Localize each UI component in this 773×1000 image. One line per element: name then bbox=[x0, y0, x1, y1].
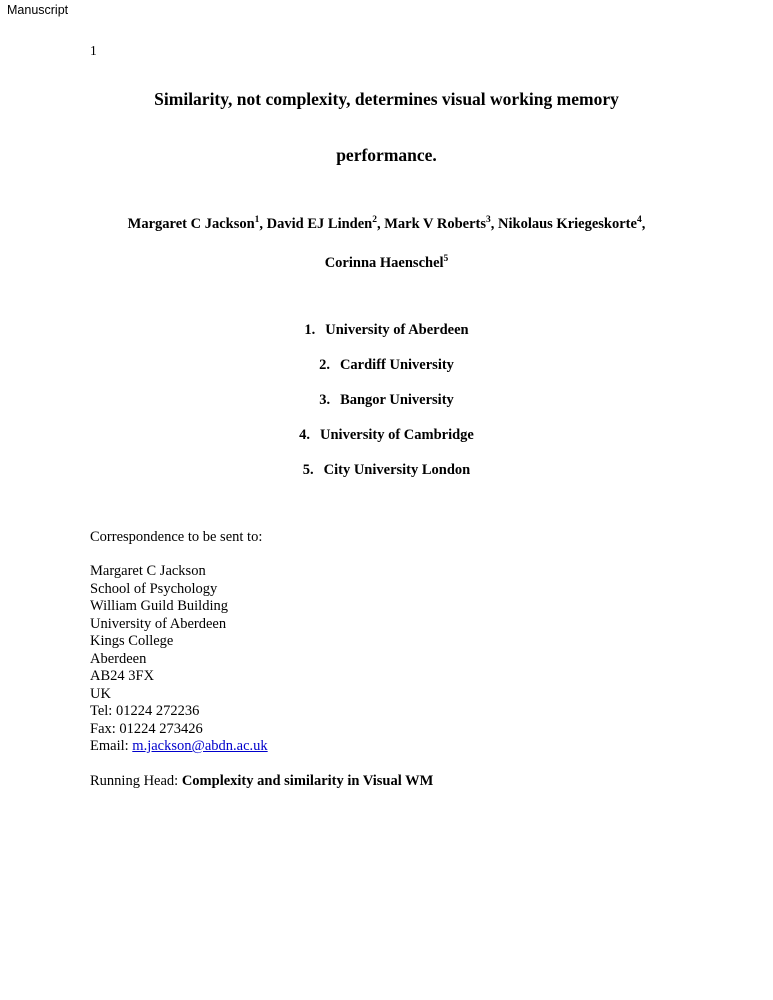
paper-title-line-1: Similarity, not complexity, determines visual working memory bbox=[154, 88, 619, 109]
running-head bbox=[90, 773, 683, 791]
address-line: AB24 3FX bbox=[90, 668, 155, 684]
affiliation-item bbox=[90, 461, 683, 479]
affiliation-number: 5. bbox=[302, 461, 314, 478]
affiliation-label: University of Cambridge bbox=[320, 426, 474, 443]
author-affiliation-superscript: 4 bbox=[636, 214, 642, 225]
affiliation-number: 4. bbox=[299, 426, 311, 443]
author-affiliation-superscript: 2 bbox=[372, 214, 377, 225]
affiliation-label: Bangor University bbox=[340, 391, 454, 408]
affiliation-label: City University London bbox=[323, 461, 471, 478]
address-line: Margaret C Jackson bbox=[90, 563, 206, 579]
author-separator: , bbox=[376, 215, 385, 232]
affiliation-number: 3. bbox=[319, 391, 331, 408]
address-line: William Guild Building bbox=[90, 598, 228, 614]
correspondence-address-block bbox=[90, 563, 683, 756]
author-affiliation-superscript: 1 bbox=[254, 214, 260, 225]
affiliation-item bbox=[90, 321, 683, 339]
author-name: Margaret C Jackson bbox=[127, 215, 255, 232]
email-line bbox=[90, 738, 683, 756]
manuscript-type-label: Manuscript bbox=[7, 3, 69, 17]
author-name: Nikolaus Kriegeskorte bbox=[498, 215, 637, 232]
affiliation-number: 1. bbox=[304, 321, 316, 338]
author-name: Corinna Haenschel bbox=[324, 254, 444, 271]
affiliation-number: 2. bbox=[319, 356, 330, 373]
address-line: School of Psychology bbox=[90, 580, 218, 597]
affiliation-label: University of Aberdeen bbox=[325, 321, 469, 338]
address-line: Kings College bbox=[90, 633, 174, 649]
affiliation-item bbox=[90, 356, 683, 374]
author-separator: , bbox=[259, 215, 267, 232]
address-line: Tel: 01224 272236 bbox=[90, 703, 200, 719]
author-separator: , bbox=[490, 215, 498, 232]
address-line: University of Aberdeen bbox=[90, 615, 227, 632]
address-line: UK bbox=[90, 685, 111, 702]
authors-line-1 bbox=[90, 215, 683, 234]
affiliation-item bbox=[90, 391, 683, 409]
authors-line-2 bbox=[90, 254, 683, 273]
paper-title-line-2: performance. bbox=[336, 144, 437, 165]
email-label: Email: bbox=[90, 738, 133, 754]
author-name: Mark V Roberts bbox=[384, 215, 486, 232]
address-line: Aberdeen bbox=[90, 650, 147, 667]
page-number: 1 bbox=[90, 43, 97, 58]
running-head-text: Complexity and similarity in Visual WM bbox=[181, 772, 434, 789]
author-affiliation-superscript: 5 bbox=[443, 253, 449, 264]
author-name: David EJ Linden bbox=[266, 215, 373, 232]
author-separator: , bbox=[641, 215, 646, 232]
email-link[interactable]: m.jackson@abdn.ac.uk bbox=[132, 738, 268, 754]
affiliation-label: Cardiff University bbox=[339, 356, 454, 373]
author-affiliation-superscript: 3 bbox=[486, 214, 491, 225]
affiliation-item bbox=[90, 426, 683, 444]
correspondence-heading: Correspondence to be sent to: bbox=[90, 528, 263, 545]
running-head-label: Running Head: bbox=[90, 772, 182, 789]
address-line: Fax: 01224 273426 bbox=[90, 720, 203, 737]
